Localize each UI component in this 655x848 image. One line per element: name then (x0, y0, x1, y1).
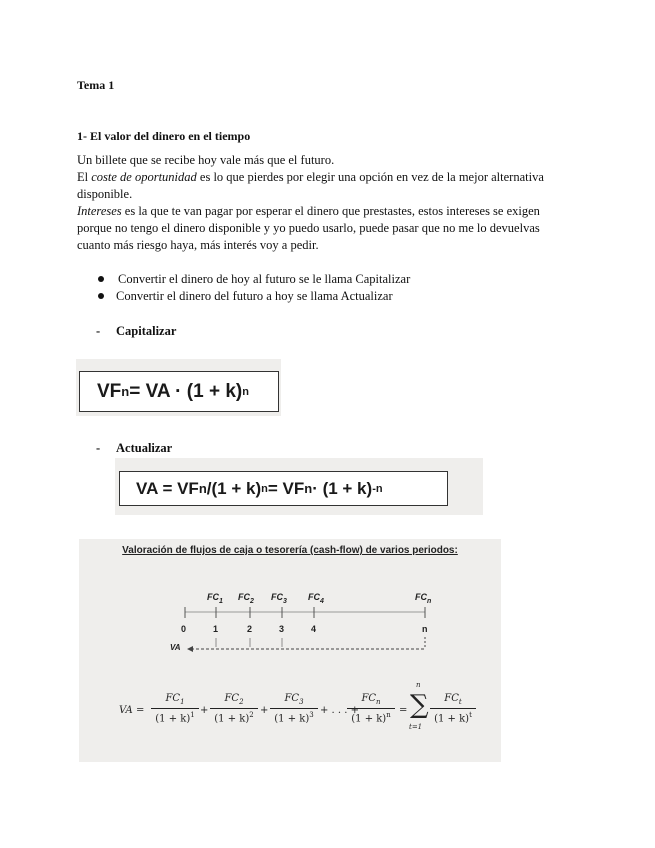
f1-lhs-sub: n (121, 384, 130, 399)
pv-num: FC (284, 693, 300, 704)
pv-num-sub: 3 (299, 698, 304, 706)
bullet-item-1: Convertir el dinero de hoy al futuro se le llama Capitalizar (118, 272, 411, 286)
pv-den: (1 + k) (214, 713, 250, 725)
bullet-dot (98, 276, 104, 282)
sum-bottom: t=1 (409, 723, 423, 731)
paragraph-1: Un billete que se recibe hoy vale más que el futuro. (77, 153, 335, 167)
f1-exp: n (242, 385, 249, 398)
fc-text: FC (308, 592, 320, 602)
pv-ellipsis: + . . . + (320, 705, 360, 716)
period-label: 1 (213, 624, 219, 634)
period-label: 3 (279, 624, 285, 634)
actualization-formula (119, 471, 448, 506)
sum-sign: ∑ (410, 690, 429, 720)
fc-sub: 4 (320, 597, 324, 605)
pv-num-sub: n (376, 698, 381, 706)
paragraph-3-line1 (77, 203, 540, 220)
f2-c: = VF (267, 478, 305, 498)
pv-num: FC (361, 693, 377, 704)
fc-text: FC (415, 592, 427, 602)
p2-term: coste de oportunidad (91, 170, 197, 184)
pv-num: FC (444, 693, 459, 704)
pv-den-exp: 1 (190, 711, 195, 719)
pv-num: FC (224, 693, 240, 704)
fc-sub: 1 (219, 597, 223, 605)
f2-b-exp: n (261, 482, 268, 495)
fc-sub: n (427, 597, 432, 605)
fc-label-n (415, 592, 431, 605)
p3-term: Intereses (77, 204, 122, 218)
section-title: 1- El valor del dinero en el tiempo (77, 129, 251, 143)
paragraph-3-line3: cuanto más riesgo haya, más interés voy a pedir. (77, 238, 319, 252)
fc-sub: 3 (283, 597, 287, 605)
f2-d-exp: -n (372, 482, 383, 495)
f2-c-sub: n (304, 481, 313, 496)
pv-den-exp: t (469, 711, 472, 719)
period-label: 2 (247, 624, 253, 634)
period-label: n (422, 624, 428, 634)
pv-term-1 (151, 693, 199, 724)
paragraph-2 (77, 169, 577, 186)
pv-term-n (347, 693, 395, 724)
period-label: 4 (311, 624, 317, 634)
fc-text: FC (238, 592, 250, 602)
paragraph-3-line2: porque no tengo el dinero disponible y yo puedo usarlo, puede pasar que no me lo devuelvas (77, 221, 540, 235)
pv-num-sub: 2 (239, 698, 244, 706)
pv-den-exp: 3 (309, 711, 314, 719)
pv-den: (1 + k) (274, 713, 310, 725)
pv-num: FC (165, 693, 181, 704)
fc-label-1 (207, 592, 223, 605)
present-value-formula (119, 681, 489, 739)
f1-mid: = VA · (1 + k) (129, 380, 243, 402)
dash-item-actualizar: Actualizar (116, 441, 173, 455)
f1-lhs: VF (97, 380, 122, 402)
page-heading: Tema 1 (77, 78, 115, 92)
pv-den: (1 + k) (351, 713, 387, 725)
pv-den: (1 + k) (155, 713, 191, 725)
pv-plus: + (200, 705, 209, 716)
pv-plus: + (260, 705, 269, 716)
sum-top: n (416, 681, 421, 689)
pv-den-exp: n (386, 711, 391, 719)
p3-line1-rest: es la que te van pagar por esperar el dinero que prestastes, estos intereses se exigen (121, 204, 540, 218)
fc-sub: 2 (250, 597, 254, 605)
fc-text: FC (271, 592, 283, 602)
f2-b: /(1 + k) (206, 478, 262, 498)
f2-a: VA = VF (136, 478, 199, 498)
pv-num-sub: 1 (180, 698, 185, 706)
p2-rest: es lo que pierdes por elegir una opción en vez de la mejor alternativa (196, 170, 544, 184)
dash-marker: - (96, 324, 101, 338)
p2-prefix: El (77, 170, 92, 184)
fc-label-3 (271, 592, 287, 605)
va-label: VA (170, 643, 181, 652)
capitalization-formula (79, 371, 279, 412)
discount-arrow (187, 646, 193, 652)
dash-item-capitalizar: Capitalizar (116, 324, 177, 338)
pv-den-exp: 2 (249, 711, 254, 719)
pv-den: (1 + k) (434, 713, 470, 725)
fc-text: FC (207, 592, 219, 602)
pv-term-2 (210, 693, 258, 724)
dash-marker: - (96, 441, 101, 455)
bullet-item-2: Convertir el dinero del futuro a hoy se llama Actualizar (116, 289, 393, 303)
pv-num-sub: t (458, 698, 462, 706)
period-label: 0 (181, 624, 187, 634)
fc-label-4 (308, 592, 324, 605)
pv-lhs: VA = (119, 705, 145, 716)
f2-d: · (1 + k) (312, 478, 373, 498)
bullet-dot (98, 293, 104, 299)
fc-label-2 (238, 592, 254, 605)
f2-a-sub: n (198, 481, 207, 496)
cashflow-panel (79, 539, 501, 762)
cashflow-title: Valoración de flujos de caja o tesorería (cash-flow) de varios periodos: (122, 545, 458, 556)
pv-equals: = (399, 705, 408, 716)
pv-term-3 (270, 693, 318, 724)
paragraph-2-line2: disponible. (77, 187, 133, 201)
pv-sum-term (430, 693, 476, 724)
